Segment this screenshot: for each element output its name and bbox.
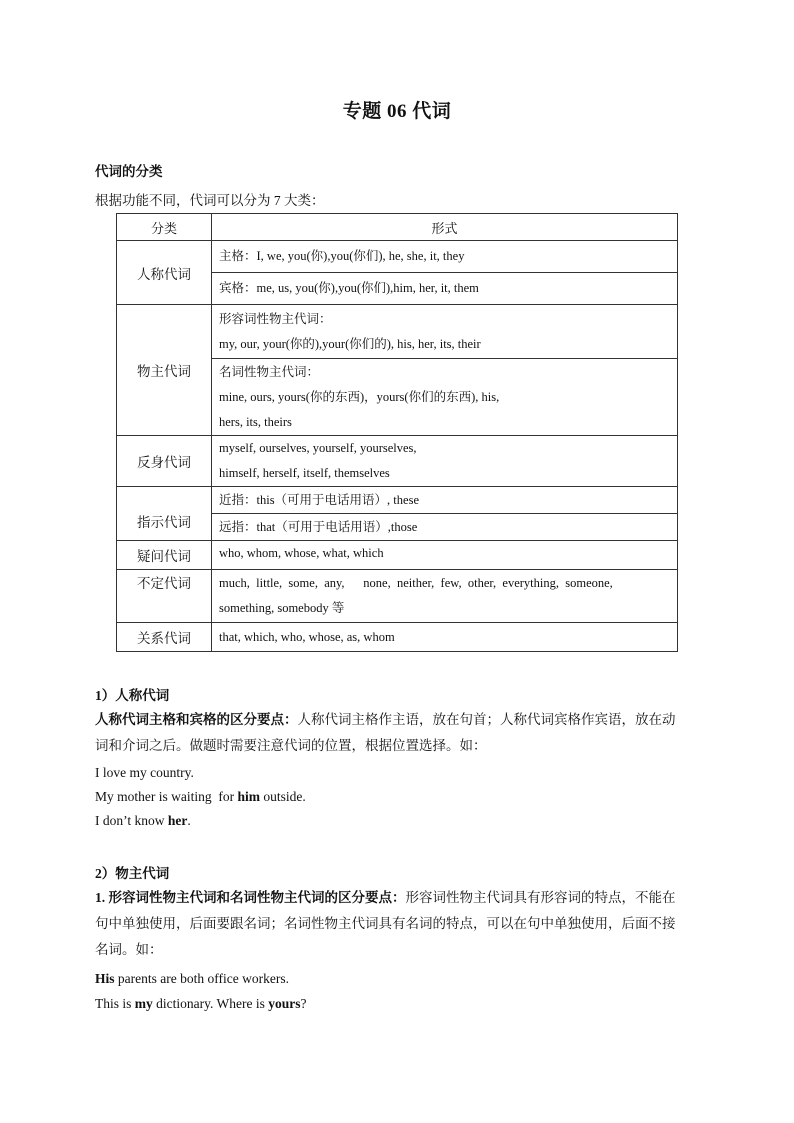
possessive-noun-title: 名词性物主代词： xyxy=(219,364,320,379)
personal-object: 宾格：me, us, you(你),you(你们),him, her, it, them xyxy=(212,273,678,305)
section-1-example-1: I love my country. xyxy=(95,765,194,780)
table-row xyxy=(117,487,678,514)
example-2-pre: My mother is waiting for xyxy=(95,789,238,804)
s2-example-2-pre: This is xyxy=(95,996,135,1011)
table-row xyxy=(117,241,678,273)
table-row xyxy=(117,623,678,652)
reflexive-forms-2: himself, herself, itself, themselves xyxy=(219,466,390,480)
pronoun-table xyxy=(116,213,678,652)
section-2-example-1 xyxy=(95,971,289,987)
section-2-rule-text-3: 名词。如： xyxy=(95,942,163,957)
section-2-rule-bold: 1. 形容词性物主代词和名词性物主代词的区分要点： xyxy=(95,890,406,905)
section-2-heading: 2）物主代词 xyxy=(95,866,170,881)
example-3-bold: her xyxy=(167,813,188,828)
indefinite-forms-1: much, little, some, any, none, neither, few, other, everything, someone, xyxy=(219,576,613,590)
category-relative: 关系代词 xyxy=(117,623,212,652)
table-row xyxy=(117,570,678,623)
indefinite-forms xyxy=(212,570,678,623)
section-1-rule-text-1: 人称代词主格作主语，放在句首；人称代词宾格作宾语，放在动 xyxy=(297,712,676,727)
page-title: 专题 06 代词 xyxy=(342,101,452,122)
table-row xyxy=(117,436,678,487)
section-2-rule-text-1: 形容词性物主代词具有形容词的特点，不能在 xyxy=(405,890,676,905)
section-1-rule xyxy=(95,707,705,759)
classification-intro: 根据功能不同，代词可以分为 7 大类： xyxy=(95,193,325,208)
table-row xyxy=(117,541,678,570)
section-2-example-2 xyxy=(95,996,307,1012)
header-form: 形式 xyxy=(212,214,678,241)
s2-example-2-mid: dictionary. Where is xyxy=(152,996,269,1011)
header-category: 分类 xyxy=(117,214,212,241)
example-2-bold: him xyxy=(237,789,260,804)
section-1-rule-bold: 人称代词主格和宾格的区分要点： xyxy=(95,712,298,727)
s2-example-2-post: ? xyxy=(300,996,307,1011)
category-reflexive: 反身代词 xyxy=(117,436,212,487)
table-row xyxy=(117,305,678,359)
possessive-adjective-title: 形容词性物主代词： xyxy=(219,311,332,326)
s2-example-2-bold-2: yours xyxy=(268,996,301,1011)
interrogative-forms: who, whom, whose, what, which xyxy=(212,541,678,570)
example-2-post: outside. xyxy=(260,789,306,804)
reflexive-forms-1: myself, ourselves, yourself, yourselves, xyxy=(219,441,417,455)
section-2-rule-text-2: 句中单独使用，后面要跟名词；名词性物主代词具有名词的特点，可以在句中单独使用，后面不接 xyxy=(95,916,676,931)
section-1-heading: 1）人称代词 xyxy=(95,688,170,703)
example-3-post: . xyxy=(187,813,191,828)
category-personal: 人称代词 xyxy=(117,241,212,305)
section-1-example-3 xyxy=(95,813,191,829)
s2-example-1-bold: His xyxy=(95,971,115,986)
classification-heading: 代词的分类 xyxy=(95,164,163,179)
possessive-noun-forms-1: mine, ours, yours(你的东西)，yours(你们的东西), his, xyxy=(219,389,500,404)
category-interrogative: 疑问代词 xyxy=(117,541,212,570)
category-possessive: 物主代词 xyxy=(117,305,212,436)
section-1-example-2 xyxy=(95,789,306,805)
possessive-noun-forms-2: hers, its, theirs xyxy=(219,414,292,429)
indefinite-forms-2: something, somebody 等 xyxy=(219,601,345,615)
s2-example-1-post: parents are both office workers. xyxy=(114,971,289,986)
possessive-adjective xyxy=(212,305,678,359)
table-header-row xyxy=(117,214,678,241)
category-indefinite: 不定代词 xyxy=(117,570,212,623)
section-2-rule xyxy=(95,885,705,963)
example-3-pre: I don’t know xyxy=(95,813,168,828)
personal-subject: 主格：I, we, you(你),you(你们), he, she, it, they xyxy=(212,241,678,273)
possessive-noun xyxy=(212,359,678,436)
possessive-adjective-forms: my, our, your(你的),your(你们的), his, her, its, their xyxy=(219,336,481,351)
relative-forms: that, which, who, whose, as, whom xyxy=(212,623,678,652)
section-1-rule-text-2: 词和介词之后。做题时需要注意代词的位置，根据位置选择。如： xyxy=(95,738,487,753)
category-demonstrative: 指示代词 xyxy=(117,487,212,541)
demonstrative-near: 近指：this（可用于电话用语）, these xyxy=(212,487,678,514)
reflexive-forms xyxy=(212,436,678,487)
demonstrative-far: 远指：that（可用于电话用语）,those xyxy=(212,514,678,541)
s2-example-2-bold-1: my xyxy=(134,996,153,1011)
